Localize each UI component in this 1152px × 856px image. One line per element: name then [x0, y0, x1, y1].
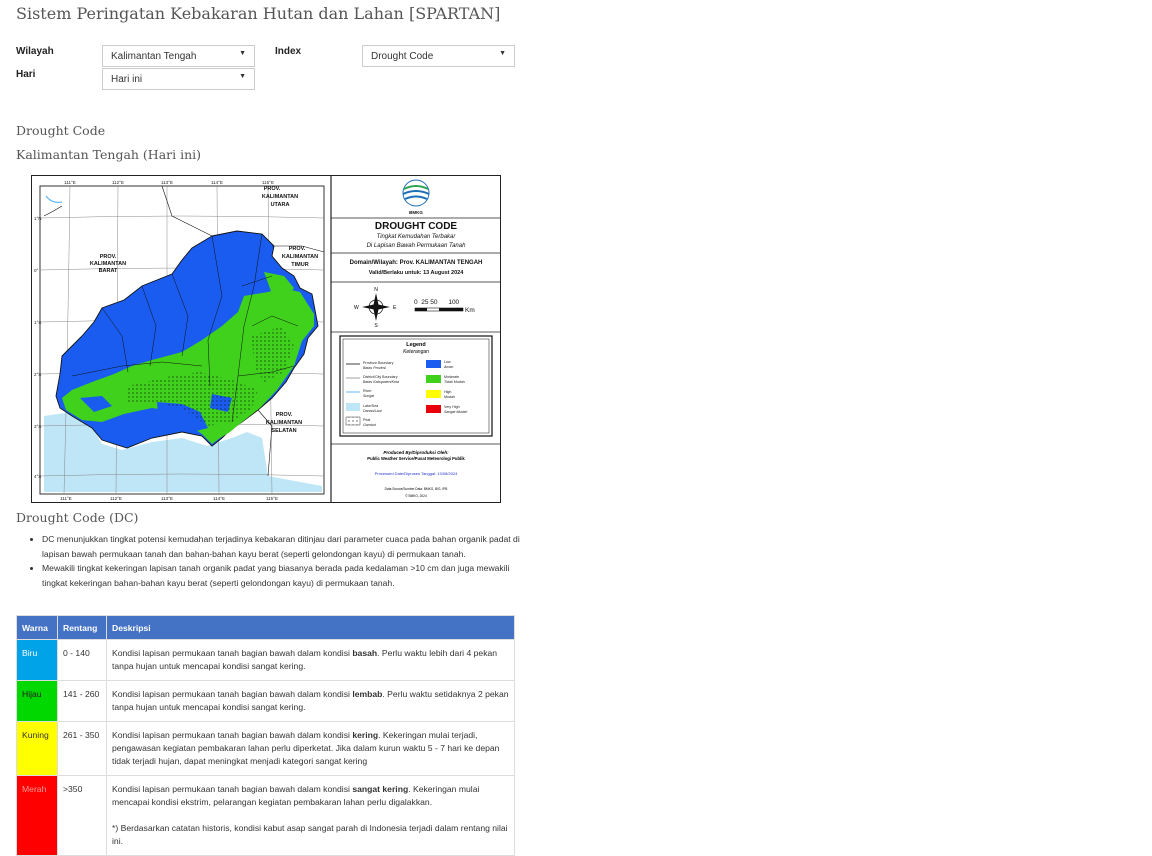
desc-text: Kondisi lapisan permukaan tanah bagian bawah dalam kondisi	[112, 784, 353, 794]
table-row	[17, 776, 515, 856]
label-kalut-1: PROV.	[263, 186, 281, 192]
desc-text: Kondisi lapisan permukaan tanah bagian bawah dalam kondisi	[112, 689, 353, 699]
desc-keyword: sangat kering	[352, 784, 409, 794]
legend-lake-id: Danau/Laut	[363, 409, 382, 413]
desc-text: Kondisi lapisan permukaan tanah bagian bawah dalam kondisi	[112, 648, 353, 658]
index-select-value: Drought Code	[371, 51, 434, 62]
lon-label-114: 114°E	[211, 180, 223, 185]
dc-bullet: • Mewakili tingkat kekeringan lapisan tanah organik padat yang biasanya berada pada kedalaman >10 cm dan juga mewakili tingkat kekeringan bahan-bahan kayu berat (seperti gelondongan kayu) di permukaan tanah.	[42, 561, 530, 590]
lon-label-114-bottom: 114°E	[213, 496, 225, 501]
index-label: Index	[275, 46, 302, 57]
cell-warna: Biru	[17, 640, 58, 681]
compass-w: W	[354, 305, 359, 311]
table-row	[17, 681, 515, 722]
drought-code-table	[16, 615, 515, 856]
panel-produced-by: Produced By/Diproduksi Oleh:	[383, 450, 449, 455]
legend-district-boundary-id: Batas Kabupaten/Kota	[363, 380, 399, 384]
lon-label-111: 111°E	[64, 180, 76, 185]
cell-deskripsi	[107, 681, 515, 722]
lat-label-0: 0°	[34, 268, 39, 273]
cell-rentang: 141 - 260	[58, 681, 107, 722]
legend-very-high: Very High	[444, 405, 460, 409]
wilayah-select[interactable]	[102, 45, 255, 67]
label-kalsel-3: SELATAN	[271, 428, 297, 434]
cell-warna: Merah	[17, 776, 58, 856]
label-kalbar-1: PROV.	[99, 254, 117, 260]
dc-description-list	[26, 532, 530, 590]
compass-n: N	[374, 287, 378, 293]
section-subheading: Kalimantan Tengah (Hari ini)	[16, 147, 202, 162]
legend-province-boundary-id: Batas Provinsi	[363, 366, 386, 370]
legend-peat-id: Gambut	[363, 423, 376, 427]
legend-moderate-swatch	[426, 375, 441, 383]
panel-data-source: Data Source/Sumber Data: BMKG, BIG, IPB	[384, 487, 448, 491]
lat-label-4s: 4°S	[34, 474, 42, 479]
lon-label-112: 112°E	[112, 180, 124, 185]
page-title: Sistem Peringatan Kebakaran Hutan dan Lahan [SPARTAN]	[16, 4, 501, 23]
label-kaltim-2: KALIMANTAN	[281, 254, 319, 260]
cell-deskripsi	[107, 640, 515, 681]
section-heading: Drought Code	[16, 123, 106, 138]
legend-river: River	[363, 389, 372, 393]
legend-river-id: Sungai	[363, 394, 375, 398]
chevron-down-icon: ▼	[239, 73, 246, 80]
label-kalsel-2: KALIMANTAN	[265, 420, 303, 426]
cell-rentang: >350	[58, 776, 107, 856]
lat-label-3s: 3°S	[34, 424, 42, 429]
legend-low-swatch	[426, 360, 441, 368]
table-row	[17, 640, 515, 681]
chevron-down-icon: ▼	[239, 50, 246, 57]
panel-producer: Public Weather Service/Pusat Meteorologi Publik	[367, 456, 465, 461]
panel-processed: Processed Date/Diproses Tanggal: 13/08/2024	[374, 471, 458, 476]
table-header-row	[17, 616, 515, 640]
cell-deskripsi	[107, 722, 515, 776]
wilayah-select-value: Kalimantan Tengah	[111, 51, 197, 62]
col-rentang: Rentang	[58, 616, 107, 640]
desc-text: . Kekeringan mulai mencapai kondisi ekstrim, pelarangan kegiatan pembakaran lahan perlu digalakkan.	[112, 784, 480, 807]
desc-text: . Perlu waktu lebih dari 4 pekan tanpa hujan untuk mencapai kondisi sangat kering.	[112, 648, 498, 671]
col-warna: Warna	[17, 616, 58, 640]
lat-label-1s: 1°S	[34, 320, 42, 325]
cell-deskripsi	[107, 776, 515, 856]
legend-province-boundary: Province Boundary	[363, 361, 394, 365]
legend-lake: Lake/Sea	[363, 404, 379, 408]
dc-bullet: • DC menunjukkan tingkat potensi kemudahan terjadinya kebakaran ditinjau dari parameter cuaca pada bahan organik padat di lapisan bawah permukaan tanah dan bahan-bahan kayu berat (seperti gelondongan kayu) di permukaan tanah.	[42, 532, 530, 561]
label-kaltim-3: TIMUR	[291, 262, 309, 268]
cell-warna: Kuning	[17, 722, 58, 776]
lon-label-111-bottom: 111°E	[60, 496, 72, 501]
legend-moderate-id: Tidak Mudah	[444, 380, 465, 384]
legend-title: Legend	[406, 342, 426, 348]
hari-label: Hari	[16, 69, 36, 80]
label-kalut-2: KALIMANTAN	[261, 194, 299, 200]
drought-code-map	[31, 175, 501, 503]
desc-text: Kondisi lapisan permukaan tanah bagian bawah dalam kondisi	[112, 730, 353, 740]
label-kalbar-3: BARAT	[98, 268, 118, 274]
legend-high-swatch	[426, 390, 441, 398]
scale-labels: 0 25 50 100	[414, 299, 460, 306]
desc-note: *) Berdasarkan catatan historis, kondisi kabut asap sangat parah di Indonesia terjadi dalam rentang nilai ini.	[112, 823, 508, 846]
chevron-down-icon: ▼	[499, 50, 506, 57]
lon-label-113-bottom: 113°E	[161, 496, 173, 501]
panel-subtitle-1: Tingkat Kemudahan Terbakar	[376, 234, 456, 240]
compass-s: S	[374, 323, 378, 329]
compass-icon	[354, 287, 397, 329]
lon-label-115: 115°E	[262, 180, 274, 185]
legend-low-id: Aman	[444, 365, 454, 369]
legend-subtitle: Keterangan	[403, 349, 429, 355]
table-row	[17, 722, 515, 776]
panel-subtitle-2: Di Lapisan Bawah Permukaan Tanah	[366, 243, 466, 249]
lon-label-112-bottom: 112°E	[110, 496, 122, 501]
compass-e: E	[393, 305, 397, 311]
panel-domain: Domain/Wilayah: Prov. KALIMANTAN TENGAH	[349, 260, 483, 266]
legend-very-high-swatch	[426, 405, 441, 413]
lon-label-115-bottom: 115°E	[266, 496, 278, 501]
cell-rentang: 261 - 350	[58, 722, 107, 776]
panel-valid-date: Valid/Berlaku untuk: 13 August 2024	[368, 270, 464, 276]
desc-text: . Perlu waktu setidaknya 2 pekan tanpa hujan untuk mencapai kondisi sangat kering.	[112, 689, 509, 712]
hari-select-value: Hari ini	[111, 74, 143, 85]
legend-high: High	[444, 390, 452, 394]
label-kaltim-1: PROV.	[288, 246, 306, 252]
scale-unit: Km	[465, 307, 475, 314]
label-kalsel-1: PROV.	[275, 412, 293, 418]
bmkg-logo	[403, 180, 429, 215]
legend-moderate: Moderate	[444, 375, 460, 379]
scale-bar	[414, 299, 475, 314]
label-kalbar-2: KALIMANTAN	[89, 261, 127, 267]
legend-high-id: Mudah	[444, 395, 455, 399]
desc-keyword: lembab	[352, 689, 383, 699]
label-kalut-3: UTARA	[270, 202, 290, 208]
lat-label-1n: 1°N	[34, 216, 42, 221]
panel-title: DROUGHT CODE	[374, 221, 458, 232]
desc-keyword: basah	[352, 648, 378, 658]
legend-low: Low	[444, 360, 451, 364]
legend-very-high-id: Sangat Mudah	[444, 410, 468, 414]
desc-text: . Kekeringan mulai terjadi, pengawasan kegiatan pembakaran lahan perlu diperketat. Jika dalam kurun waktu 5 - 7 hari ke depan tidak terjadi hujan, dapat meningkat menjadi kategori sangat kering	[112, 730, 500, 766]
desc-keyword: kering	[352, 730, 379, 740]
col-deskripsi: Deskripsi	[107, 616, 515, 640]
legend-district-boundary: District/City Boundary	[363, 375, 398, 379]
legend-peat: Peat	[363, 418, 371, 422]
legend-lake-swatch	[346, 403, 360, 411]
lon-label-113: 113°E	[161, 180, 173, 185]
bmkg-logo-text: BMKG	[409, 210, 423, 215]
lat-label-2s: 2°S	[34, 372, 42, 377]
map-graphic	[32, 176, 501, 503]
cell-rentang: 0 - 140	[58, 640, 107, 681]
dc-heading: Drought Code (DC)	[16, 510, 139, 525]
panel-copyright: © BMKG, 2024	[405, 494, 427, 498]
cell-warna: Hijau	[17, 681, 58, 722]
index-select[interactable]	[362, 45, 515, 67]
hari-select[interactable]	[102, 68, 255, 90]
wilayah-label: Wilayah	[16, 46, 54, 57]
map-info-panel	[331, 176, 501, 503]
